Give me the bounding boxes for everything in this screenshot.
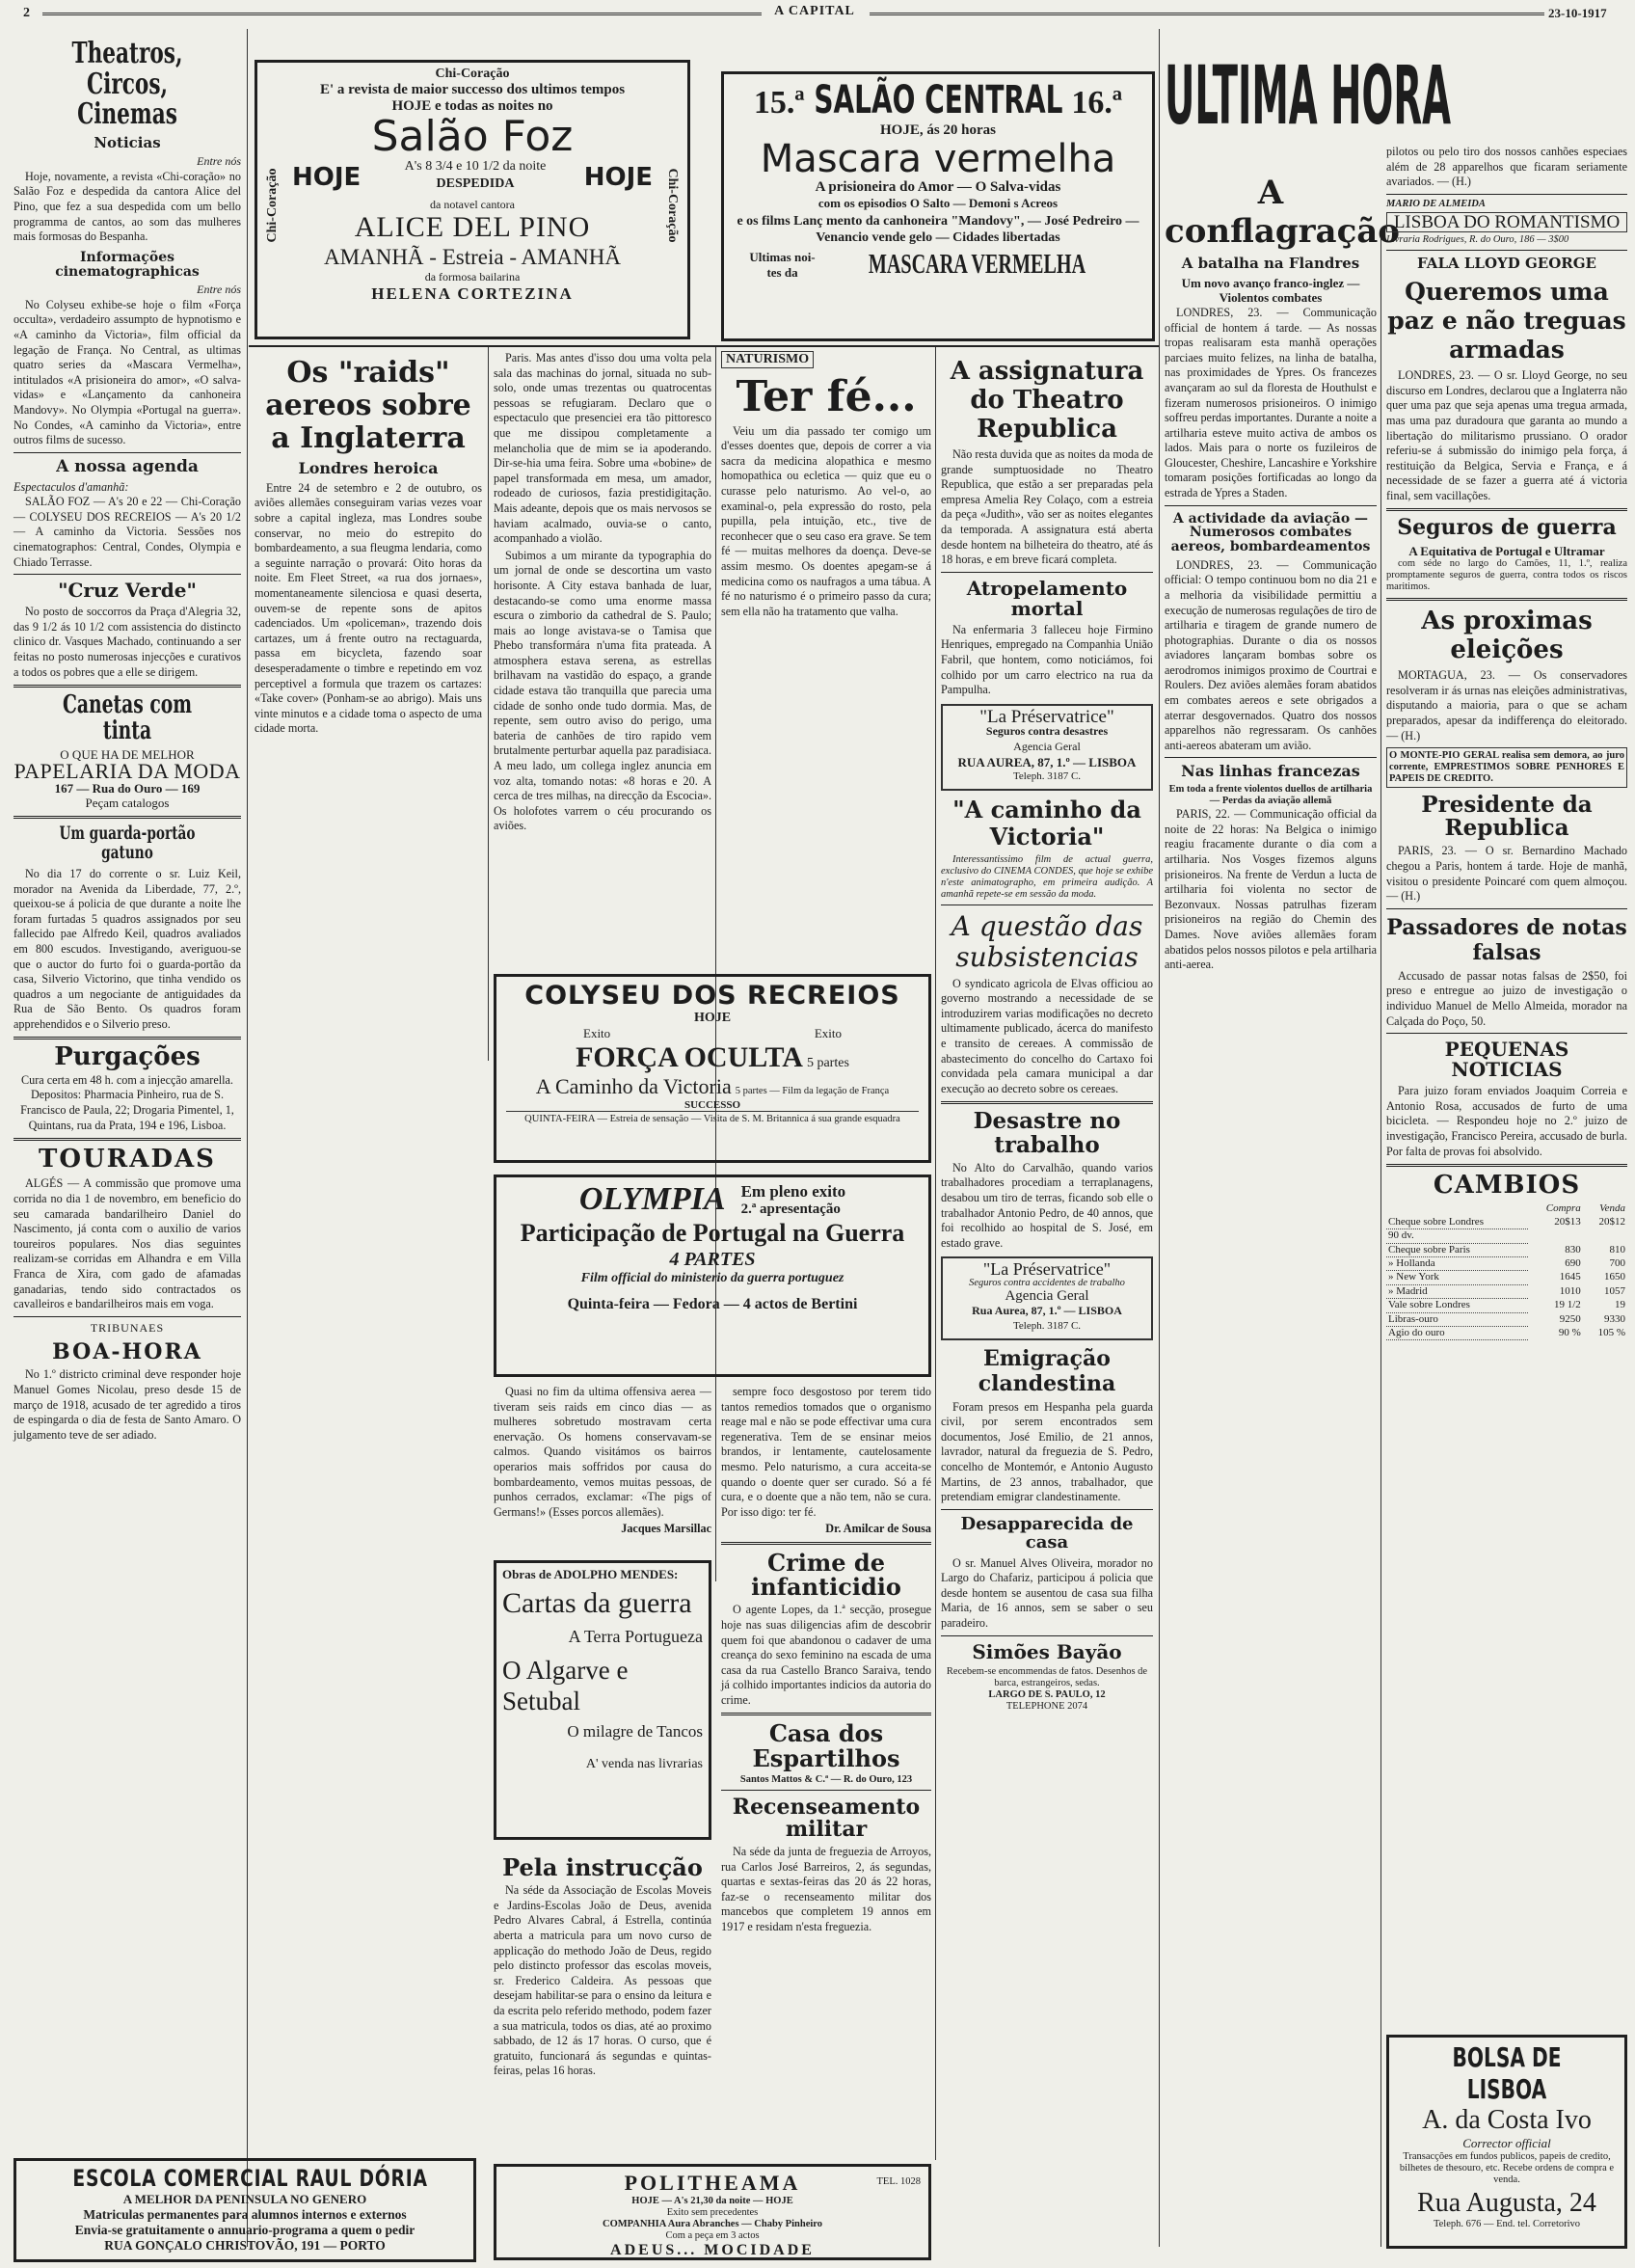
book-title: O milagre de Tancos xyxy=(567,1722,703,1741)
seguros-body: com séde no largo do Camões, 11, 1.º, realiza promptamente seguros de guerra, contra todos os riscos maritimos. xyxy=(1386,558,1627,593)
table-cell: 1645 xyxy=(1559,1271,1581,1283)
table-cell: » Hollanda xyxy=(1386,1257,1528,1271)
author-label: MARIO DE ALMEIDA xyxy=(1386,198,1486,209)
table-row xyxy=(1386,1271,1627,1284)
table-header xyxy=(1386,1202,1627,1215)
ad-label: Obras de ADOLPHO MENDES: xyxy=(502,1567,679,1581)
header-rule-left xyxy=(42,13,762,15)
table-row xyxy=(1386,1299,1627,1312)
terfe-body: Veiu um dia passado ter comigo um d'esses doentes que, depois de correr a via sacra da medicina alopathica e mesmo homopathica ou ecletica — quiz que eu o curasse pelo naturismo. Ao vel-o, ao examinal-o, pela expressão do rosto, pela pupilla, pela intuição, etc., tive de reconhecer que o seu caso era grave. Se tem fé — muitas melhores da doença. Deve-se assim mesmo. Os doentes apegam-se á medicina como os naufragos a uma tábua. A fé no naturismo é o primeiro passo da cura; sem ella não ha tratamento que valha. xyxy=(721,423,931,618)
table-row xyxy=(1386,1257,1627,1271)
terfe-body-end: sempre foco desgostoso por terem tido tantos remedios tomados que o organismo reage mal e não se pode effectivar uma cura regenerativa. Tem de se ensinar meios brandos, ir lentamente, cautelosamente mesmo. Pelo naturismo, a cura acceita-se quando o doente quer ser curado. Só a fé cura, e o doente que a não tem, não se cura. Por isso digo: ter fé. xyxy=(721,1385,931,1519)
ad-sub: A MELHOR DA PENINSULA NO GENERO xyxy=(122,2192,367,2206)
amanha-line: AMANHÃ - Estreia - AMANHÃ xyxy=(324,245,621,269)
episode-number: 16.ª xyxy=(1071,85,1123,121)
ad-hoje: HOJE xyxy=(693,1011,732,1025)
column-rule xyxy=(247,29,248,2247)
author-signature: Dr. Amilcar de Sousa xyxy=(825,1522,931,1536)
paz-body: LONDRES, 23. — O sr. Lloyd George, no seu discurso em Londres, declarou que a Inglaterra não quer uma paz que seja apenas uma tregua armada, mas uma paz duradoura que garanta ao mundo a libertação do militarismo prussiano. O orador referiu-se á submissão do inimigo pela força, á restituição da Belgica, Servia e França, e á necessidade de se fazer a guerra até á victoria final, sem vacillações. xyxy=(1386,368,1627,502)
ad-episodes: A prisioneira do Amor — O Salva-vidas xyxy=(815,179,1061,195)
masthead: A CAPITAL xyxy=(774,4,855,18)
successo-label: SUCCESSO xyxy=(683,1099,741,1111)
page-number: 2 xyxy=(23,6,30,20)
ad-line: Matriculas permanentes para alumnos internos e externos xyxy=(83,2207,407,2222)
singer-name: ALICE DEL PINO xyxy=(354,211,591,243)
touradas-heading: TOURADAS xyxy=(39,1145,216,1174)
fala-heading: FALA LLOYD GEORGE xyxy=(1417,255,1596,273)
presidente-heading: Presidente da Republica xyxy=(1421,792,1593,842)
guarda-heading: Um guarda-portão gatuno xyxy=(59,823,196,863)
raids-body-end: Quasi no fim da ultima offensiva aerea — tiveram seis raids em cinco dias — as mulheres sobretudo mostravam certa enervação. Os homens conservavam-se calmos. Quando visitámos os bairros operarios mais soffridos por causa do bombardeamento, vemos muitas pessoas, de punhos cerrados, exclamar: «The pigs of Germans!» (Esses porcos allemães). xyxy=(494,1385,711,1519)
column-3 xyxy=(721,351,931,968)
table-cell: 19 xyxy=(1615,1299,1625,1311)
table-cell: 20$12 xyxy=(1598,1216,1625,1228)
ad-salao-central xyxy=(721,71,1155,341)
aviacao-heading: A actividade da aviação — Numerosos combates aereos, bombardeamentos xyxy=(1170,510,1371,555)
ad-line: Com a peça em 3 actos xyxy=(665,2230,760,2241)
ad-colyseu xyxy=(494,974,931,1163)
ad-title: COLYSEU DOS RECREIOS xyxy=(524,981,900,1011)
table-cell: Libras-ouro xyxy=(1386,1312,1528,1326)
atropelamento-body: Na enfermaria 3 falleceu hoje Firmino Henriques, empregado na Companhia União Fabril, que hontem, como noticiámos, foi colhido por um carro electrico na rua da Pampulha. xyxy=(941,622,1153,697)
table-row xyxy=(1386,1327,1627,1340)
info-body: No Colyseu exhibe-se hoje o film «Força occulta», verdadeiro assumpto de hypnotismo e «A caminho da Victoria», film official da legação de França. No Central, as ultimas quatro series da «Mascara Vermelha», intitulados «A prisioneira do amor», «O salva-vidas» e «Lançamento da canhoneira Mandovy». No Olympia «Portugal na guerra». No Condes, «A caminho da Victoria», entre outros films de sucesso. xyxy=(13,297,241,447)
raids-heading: Os "raids" aereos sobre a Inglaterra xyxy=(265,356,471,455)
column-2-lower xyxy=(494,1385,711,1554)
table-row xyxy=(1386,1284,1627,1298)
simoes-heading: Simões Bayão xyxy=(972,1639,1122,1663)
assignatura-body: Não resta duvida que as noites da moda de grande sumptuosidade no Theatro Republica, que estão a ser preparadas pela empresa Amelia Rey Colaço, com a estreia da peça «Judith», vão ser as noites elegantes da temporada. A assignatura está aberta desde hontem na bilheteira do theatro, até ás 18 horas, e em breve ficará completa. xyxy=(941,447,1153,567)
column-2 xyxy=(255,351,482,1055)
book-title: A Terra Portugueza xyxy=(568,1627,703,1646)
cruz-body: No posto de soccorros da Praça d'Alegria 32, das 9 1/2 ás 10 1/2 com assistencia do distincto clinico dr. Vasques Machado, continuando a ser feitas no posto numerosas injecções e curativos a todos os pobres que a elle se dirigem. xyxy=(13,605,241,679)
ad-small: da notavel cantora xyxy=(430,198,515,211)
caminho-body: Interessantissimo film de actual guerra, exclusivo do CINEMA CONDES, que hoje se exhibe n'este animatographo, em primeira audição. A amanhã repete-se em sessão da moda. xyxy=(941,853,1153,900)
column-6 xyxy=(1386,145,1627,2247)
instrucao-section xyxy=(494,1850,711,2158)
table-cell: 810 xyxy=(1609,1243,1625,1256)
header-rule-right xyxy=(870,13,1544,15)
table-cell: Cheque sobre Paris xyxy=(1386,1243,1528,1256)
papelaria-address: 167 — Rua do Ouro — 169 xyxy=(54,780,201,796)
page-date: 23-10-1917 xyxy=(1548,6,1607,20)
preservatrice-ad xyxy=(941,704,1153,791)
questao-body: O syndicato agricola de Elvas officiou ao governo mostrando a necessidade de se introduzirem varias modificações no decreto ultimamente publicado, ácerca do manifesto e transito de cereaes. A commissão de abastecimento do concelho do Cartaxo foi convidada pela camara municipal a dar execução ao decreto sobre os cereaes. xyxy=(941,976,1153,1095)
film-parts: 4 PARTES xyxy=(669,1249,756,1270)
instrucao-body: Na séde da Associação de Escolas Moveis e Jardins-Escolas João de Deus, avenida Pedro Alvares Cabral, á Estrella, continúa aberta a matricula para um novo curso de applicação do methodo João de Deus, regido pelo distincto professor das escolas moveis, sr. Frederico Caldeira. As pessoas que desejam habilitar-se para o ensino da leitura e da escrita pelo referido methodo, podem fazer a sua matricula, todos os dias, até ao proximo sabbado, de 12 ás 17 horas. O curso, que é gratuito, funcionará ás segundas e quintas-feiras, pelas 16 horas. xyxy=(494,1883,711,2078)
desastre-heading: Desastre no trabalho xyxy=(973,1108,1121,1158)
eleicoes-body: MORTAGUA, 23. — Os conservadores resolveram ir ás urnas nas eleições administrativas, disputando a maioria, para o que se acham preparados, apesar da indifferença do eleitorado. — (H.) xyxy=(1386,668,1627,742)
purgacoes-heading: Purgações xyxy=(54,1042,201,1072)
seguros-heading: Seguros de guerra xyxy=(1397,515,1617,541)
info-heading: Informações cinematographicas xyxy=(55,249,200,280)
pequenas-heading: PEQUENAS NOTICIAS xyxy=(1444,1038,1569,1082)
film-parts: 5 partes xyxy=(806,1056,849,1070)
recenseamento-body: Na séde da junta de freguezia de Arroyos, rua Carlos José Barreiros, 2, ás segundas, quartas e sextas-feiras das 20 ás 22 horas, faz-se o recenseamento militar dos mancebos que completem 19 annos em 1917 e residam n'esta freguezia. xyxy=(721,1845,931,1933)
recenseamento-heading: Recenseamento militar xyxy=(732,1794,921,1842)
table-cell: » New York xyxy=(1386,1271,1528,1284)
atropelamento-heading: Atropelamento mortal xyxy=(966,576,1128,620)
raids-body: Entre 24 de setembro e 2 de outubro, os aviões allemães conseguiram varias vezes voar sobre a capital ingleza, mas Londres soube conservar, no meio do estrepito do bombardeamento, a sua fleugma lendaria, como a seguinte narração o provará: Oito horas da noite. Em Fleet Street, «a rua dos jornaes», momentaneamente silenciosa e quasi deserta, ouvem-se de repente sons de apitos cadenciados. Um «policeman», trazendo dois cartazes, um á frente outro na rectaguarda, passa em bicycleta, fazendo soar desesperadamente o timbre e repetindo em voz perceptivel a formula que trazem os cartazes: «Take cover» (Ponham-se ao abrigo). Mais uns vinte minutos e a cidade toma o aspecto de uma cidade morta. xyxy=(255,480,482,736)
show-times: A's 8 3/4 e 10 1/2 da noite xyxy=(404,159,547,174)
terfe-heading: Ter fé... xyxy=(736,371,917,421)
table-cell xyxy=(1583,1229,1627,1243)
ad-address: Rua Aurea, 87, 1.º — LISBOA xyxy=(972,1304,1122,1318)
espartilhos-heading: Casa dos Espartilhos xyxy=(752,1719,900,1772)
infanticidio-body: O agente Lopes, da 1.ª secção, prosegue hoje nas suas diligencias afim de descobrir quem foi que abandonou o cadaver de uma creança do sexo feminino na escada de uma casa da rua Castello Branco Saraiva, tendo já colhido importantes indicios da autoria do crime. xyxy=(721,1603,931,1707)
book-title: Cartas da guerra xyxy=(502,1587,692,1619)
instrucao-heading: Pela instrucção xyxy=(502,1853,703,1881)
film-title: Mascara vermelha xyxy=(760,137,1116,181)
column-rule xyxy=(715,347,716,1581)
caminho-heading: "A caminho da Victoria" xyxy=(952,795,1141,850)
pequenas-body: Para juizo foram enviados Joaquim Correia e Antonio Rosa, accusados de furto de uma bicicleta. — Respondeu hoje no 2.º juizo de investigação, Francisco Pereira, accusado de burla. Por falta de provas foi absolvido. xyxy=(1386,1084,1627,1158)
table-cell: 1010 xyxy=(1559,1284,1581,1297)
ad-top-label: Chi-Coração xyxy=(435,67,510,81)
ad-apresentacao: 2.ª apresentação xyxy=(740,1202,841,1217)
ad-ultimas: Ultimas noi- tes da xyxy=(749,250,816,280)
papelaria-name: PAPELARIA DA MODA xyxy=(13,759,241,784)
seguros-sub: A Equitativa de Portugal e Ultramar xyxy=(1408,543,1605,558)
boahora-heading: BOA-HORA xyxy=(52,1339,202,1365)
ad-play-title: ADEUS... MOCIDADE xyxy=(610,2242,815,2258)
aviacao-body: LONDRES, 23. — Communicação official: O tempo continuou bom no dia 21 e a melhoria da visibilidade permittiu a execução de numerosas regulações de tiro de artilharia e tiragem de grande numero de photographias. Durante o dia os nossos aviadores lançaram bombas sobre os aerodromos inimigos proximo de Courtrai e Roulers. Dez aviões alemães foram abatidos em combates aereos e sete obrigados a aterrar desgovernados. Quatro dos nossos apparelhos não regressaram. Os canhões anti-aereos abateram um avião. xyxy=(1165,557,1377,752)
paz-heading: Queremos uma paz e não treguas armadas xyxy=(1387,278,1626,364)
episode-number: 15.ª xyxy=(753,85,805,121)
ad-extra: e os films Lanç mento da canhoneira "Mandovy", — José Pedreiro — Venancio vende gelo — Cidades libertadas xyxy=(737,214,1139,245)
table-cell: 1057 xyxy=(1604,1284,1625,1297)
ad-title: "La Préservatrice" xyxy=(979,706,1114,727)
column-3-lower xyxy=(721,1385,931,2162)
ad-title: ESCOLA COMERCIAL RAUL DÓRIA xyxy=(72,2165,428,2192)
book-title: O Algarve e Setubal xyxy=(502,1656,629,1715)
ad-escola-comercial xyxy=(13,2158,476,2262)
broker-name: A. da Costa Ivo xyxy=(1422,2105,1592,2135)
table-cell: Vale sobre Londres xyxy=(1386,1299,1528,1312)
infanticidio-heading: Crime de infanticidio xyxy=(751,1548,901,1602)
cruz-heading: "Cruz Verde" xyxy=(58,579,197,603)
ad-side-label: Chi-Coração xyxy=(665,168,680,243)
espartilhos-address: Santos Mattos & C.ª — R. do Ouro, 123 xyxy=(739,1773,913,1785)
broker-phone: Teleph. 676 — End. tel. Corretorivo xyxy=(1433,2219,1581,2229)
column-rule xyxy=(1159,29,1160,2247)
column-rule xyxy=(488,347,489,1061)
simoes-phone: TELEPHONE 2074 xyxy=(1005,1700,1088,1712)
table-row xyxy=(1386,1243,1627,1256)
column-4 xyxy=(941,351,1153,2164)
ad-phone: Teleph. 3187 C. xyxy=(1012,1320,1082,1333)
ad-final-title: MASCARA VERMELHA xyxy=(868,250,1086,280)
film-note: 5 partes — Film da legação de França xyxy=(735,1086,890,1096)
ad-phone: Teleph. 3187 C. xyxy=(1012,770,1082,783)
ad-phone: TEL. 1028 xyxy=(876,2176,921,2187)
purgacoes-body: Cura certa em 48 h. com a injecção amarella. Depositos: Pharmacia Pinheiro, rua de S. Francisco de Paula, 22; Drogaria Pimentel, 1, Quintans, rua da Prata, 194 e 196, Lisboa. xyxy=(20,1072,234,1132)
book-title: LISBOA DO ROMANTISMO xyxy=(1386,212,1627,233)
canetas-heading: Canetas com tinta xyxy=(62,690,193,746)
film-title: A Caminho da Victoria xyxy=(535,1074,732,1098)
linhas-sub: Em toda a frente violentos duellos de artilharia — Perdas da aviação allemã xyxy=(1168,784,1373,807)
simoes-body: Recebem-se encommendas de fatos. Desenhos de barca, estrangeiros, sedas. xyxy=(946,1665,1148,1688)
broker-role: Corrector official xyxy=(1462,2136,1551,2150)
ad-agency: Agencia Geral xyxy=(1005,1287,1089,1304)
raids-body-continued: Subimos a um mirante da typographia do um jornal de onde se descortina um vasto horisonte. A City estava banhada de luar, destacando-se como uma enorme massa escura o zimborio da cathedral de S. Paulo; mais ao longe avistava-se o Tamisa que Phebo transformára n'uma fita prateada. A atmosphera estava serena, as estrellas brilhavam na vastidão do espaço, a grande cidade estava tão tranquilla que parecia uma cidade de sonho onde tudo dormia. Mas, de repente, sem outro aviso do perigo, uma bateria de canhões de tiro rapido vem brutalmente perturbar aquella paz paradisiaca. A meu lado, um collega inglez anuncia em voz alta, tomando notas: «8 horas e 20. A cerca de tres milhas, na direcção da Escocia». Os holofotes varrem o céu procurando os aviões. xyxy=(494,548,711,833)
catalogos-note: Peçam catalogos xyxy=(85,796,170,811)
ad-title: OLYMPIA xyxy=(578,1181,726,1217)
linhas-body: PARIS, 22. — Communicação official da noite de 22 horas: Na Belgica o inimigo reagiu fracamente durante o dia com a artilharia. Nos Vosges fizemos alguns prisioneiros. Na frente de Verdun a lucta de artilharia foi violenta no sector de Bezonvaux. Nossas patrulhas fizeram prisioneiros na região do Chemin des Dames. Nove aviões allemães foram abatidos pelos nossos pilotos e pela artilharia anti-aerea. xyxy=(1165,807,1378,972)
theatre-heading: Theatros, Circos, Cinemas xyxy=(71,37,183,131)
table-cell: 690 xyxy=(1565,1257,1581,1270)
ad-title: "La Préservatrice" xyxy=(982,1259,1112,1280)
table-header-cell xyxy=(1386,1202,1528,1215)
section-label: NATURISMO xyxy=(721,351,814,368)
table-cell: Agio do ouro xyxy=(1386,1327,1528,1340)
canetas-sub: O QUE HA DE MELHOR xyxy=(60,746,195,762)
ad-side-label: Chi-Coração xyxy=(265,168,280,243)
desastre-body: No Alto do Carvalhão, quando varios trabalhadores procediam a terraplanagens, desabou um tiro de terras, ficando sob elle o trabalhador Antonio Pedro, de 40 annos, que foi recolhido ao hospital de S. José, em estado grave. xyxy=(941,1160,1153,1250)
questao-heading: A questão das subsistencias xyxy=(951,909,1143,973)
entre-nos-label: Entre nós xyxy=(197,283,241,297)
ad-sub: Seguros contra accidentes de trabalho xyxy=(969,1277,1125,1288)
table-cell: 9250 xyxy=(1559,1312,1581,1325)
agenda-sub: Espectaculos d'amanhã: xyxy=(13,479,129,494)
touradas-body: ALGÉS — A commissão que promove uma corrida no dia 1 de novembro, em beneficio do seu camarada bandarilheiro Daniel do Nascimento, já conta com o auxilio de varios toureiros populares. Nos dias seguintes realizam-se corridas em Alhandra e em Villa Franca de Xira, com gado de afamadas ganadarias, tendo sido contractados os cavalleiros e bandarilheiros mais em voga. xyxy=(13,1176,241,1311)
desaparecida-heading: Desapparecida de casa xyxy=(960,1513,1134,1552)
conflag-deck: Um novo avanço franco-inglez — Violentos combates xyxy=(1181,275,1360,306)
ad-exito: Em pleno exito xyxy=(740,1182,846,1201)
venue-name: Salão Foz xyxy=(371,112,574,161)
conflag-sub: A batalha na Flandres xyxy=(1181,255,1360,272)
conflag-body: LONDRES, 23. — Communicação official de hontem á tarde. — As nossas tropas realisaram esta manhã operações parciaes muito felizes, na linha de batalha, nas proximidades de Ypres. Os francezes avançaram ao sul da floresta de Houthulst e fizeram numerosos prisioneiros. O inimigo soffreu perdas importantes. Durante a noite a artilharia esteve muito activa de ambos os lados. Mais para o norte os fuzileiros de Gloucester, Cheshire, Lancashire e Yorkshire tomaram posições fortificadas ao longo da estrada de Ypres a Staden. xyxy=(1165,305,1377,500)
broker-address: Rua Augusta, 24 xyxy=(1417,2188,1596,2218)
page-header xyxy=(0,0,1635,29)
assignatura-heading: A assignatura do Theatro Republica xyxy=(950,357,1144,444)
hoje-label: HOJE xyxy=(583,163,653,192)
agenda-heading: A nossa agenda xyxy=(56,456,199,476)
preservatrice-ad xyxy=(941,1256,1153,1339)
column-1 xyxy=(13,39,241,2247)
presidente-body: PARIS, 23. — O sr. Bernardino Machado chegou a Paris, hontem á tarde. Hoje de manhã, visitou o presidente Poincaré com quem almoçou. — (H.) xyxy=(1386,844,1627,904)
passadores-body: Accusado de passar notas falsas de 2$50, foi preso e entregue ao juizo de investigação o individuo Manuel de Mello Almeida, morador na Calçada do Poço, 50. xyxy=(1386,968,1627,1028)
exito-label: Exito xyxy=(583,1026,611,1040)
ultima-hora-banner: ULTIMA HORA xyxy=(1165,48,1451,143)
ad-when: HOJE — A's 21,30 da noite — HOJE xyxy=(631,2196,793,2206)
table-row xyxy=(1386,1229,1627,1243)
column-2b xyxy=(494,351,711,1055)
entre-nos-label: Entre nós xyxy=(197,154,241,169)
guarda-body: No dia 17 do corrente o sr. Luiz Keil, morador na Avenida da Liberdade, 77, 2.º, queixou-se á policia de que durante a noite lhe foram furtadas 5 quadros assignados por seu fallecido pae Alfredo Keil, quadros avaliados em 800 escudos. Investigando, averiguou-se que o auctor do furto foi o guarda-portão da casa, Silverio Victorino, que tinha vendido os quadros a um negociante de antiguidades da Rua de São Bento. Os quadros foram apprehendidos e o Silverio preso. xyxy=(13,866,241,1031)
dancer-name: HELENA CORTEZINA xyxy=(371,284,574,303)
ad-line: E' a revista de maior successo dos ultimos tempos xyxy=(319,82,626,97)
simoes-address: LARGO DE S. PAULO, 12 xyxy=(988,1688,1106,1700)
ad-politheama xyxy=(494,2164,931,2260)
table-cell: 830 xyxy=(1565,1243,1581,1256)
londres-heading: Londres heroica xyxy=(298,459,439,477)
ad-episodes: com os episodios O Salto — Demoni s Acreos xyxy=(818,196,1059,210)
film-note: Film official do ministerio da guerra portuguez xyxy=(580,1271,844,1285)
ad-fedora: Quinta-feira — Fedora — 4 actos de Bertini xyxy=(567,1296,858,1312)
pilotos-text: pilotos ou pelo tiro dos nossos canhões especiaes além de 28 apparelhos que ficaram seriamente avariados. — (H.) xyxy=(1386,145,1627,189)
ad-title: BOLSA DE LISBOA xyxy=(1452,2041,1562,2105)
table-cell: 90 % xyxy=(1558,1327,1581,1339)
section-rule xyxy=(249,345,1159,347)
raids-body-continued: Paris. Mas antes d'isso dou uma volta pela sala das machinas do jornal, situada no sub-solo, onde umas trezentas ou quatrocentas pessoas se refugiaram. Declaro que o espectaculo que presenciei era tão pittoresco que me dissipou completamente a melancholia que de mim se ia apoderando. Dir-se-hia uma feira. Sobre uma «bobine» de papel transformada em mesa, um amador, rodeado de curiosos, fazia prestidigitação. Mais adeante, depois que os mais nervosos se haviam acalmado, ouvia-se o canto, acompanhado a violão. xyxy=(494,351,711,546)
ad-address: RUA AUREA, 87, 1.º — LISBOA xyxy=(957,754,1137,770)
ad-bolsa-lisboa xyxy=(1386,2035,1627,2249)
eleicoes-heading: As proximas eleições xyxy=(1421,607,1593,665)
tribunaes-label: TRIBUNAES xyxy=(90,1320,165,1335)
hoje-label: HOJE xyxy=(292,163,362,192)
passadores-heading: Passadores de notas falsas xyxy=(1386,914,1627,965)
ad-small: da formosa bailarina xyxy=(424,270,521,284)
ad-address: RUA GONÇALO CHRISTOVÃO, 191 — PORTO xyxy=(104,2238,386,2253)
table-header-cell: Venda xyxy=(1599,1202,1625,1215)
table-cell: 20$13 xyxy=(1554,1216,1581,1228)
desaparecida-body: O sr. Manuel Alves Oliveira, morador no Largo do Chafariz, participou á policia que desde hontem se ausentou de casa sua filha Maria, de 16 annos, sem se saber o seu paradeiro. xyxy=(941,1555,1153,1630)
emigracao-body: Foram presos em Hespanha pela guarda civil, por serem encontrados sem documentos, José Emilio, de 21 annos, lavrador, natural da freguezia de S. Pedro, concelho de Montemór, e Antonio Augusto Martins, de 23 annos, trabalhador, que pretendiam emigrar clandestinamente. xyxy=(941,1399,1153,1504)
ad-line: Envia-se gratuitamente o annuario-programa a quem o pedir xyxy=(74,2223,415,2237)
emigracao-heading: Emigração clandestina xyxy=(978,1345,1116,1396)
table-cell: » Madrid xyxy=(1386,1284,1528,1298)
exito-label: Exito xyxy=(814,1026,842,1040)
column-rule xyxy=(935,347,936,2160)
film-title: Participação de Portugal na Guerra xyxy=(520,1219,905,1247)
film-title: FORÇA OCULTA xyxy=(576,1041,803,1073)
conflag-heading: A conflagração xyxy=(1165,174,1400,251)
ad-agency: Agencia Geral xyxy=(1013,739,1081,753)
montepio-notice: O MONTE-PIO GERAL realisa sem demora, ao juro corrente, EMPRESTIMOS SOBRE PENHORES E PAPEIS DE CREDITO. xyxy=(1386,747,1627,788)
ad-when: HOJE, ás 20 horas xyxy=(879,122,996,138)
ad-title: POLITHEAMA xyxy=(624,2171,801,2195)
ad-company: COMPANHIA Aura Abranches — Chaby Pinheiro xyxy=(602,2219,822,2229)
noticias-label: Noticias xyxy=(94,133,161,151)
agenda-body: SALÃO FOZ — A's 20 e 22 — Chi-Coração — COLYSEU DOS RECREIOS — A's 20 1/2 — A caminho da Victoria. Sessões nos cinematographos: Central, Condes, Olympia e Chiado Terrasse. xyxy=(13,495,241,569)
author-signature: Jacques Marsillac xyxy=(621,1522,711,1536)
despedida-label: DESPEDIDA xyxy=(436,176,515,191)
boahora-body: No 1.º districto criminal deve responder hoje Manuel Gomes Nicolau, preso desde 15 de março de 1918, acusado de ter agredido a tiros de espingarda o dia de festa de Santo Amaro. O julgamento teve de ser adiado. xyxy=(13,1367,241,1442)
venue-name: SALÃO CENTRAL xyxy=(813,78,1063,122)
column-rule xyxy=(1380,231,1381,2247)
table-cell: 105 % xyxy=(1597,1327,1625,1339)
table-row xyxy=(1386,1216,1627,1229)
table-cell: 19 1/2 xyxy=(1553,1299,1581,1311)
book-publisher: Livraria Rodrigues, R. do Ouro, 186 — 3$00 xyxy=(1386,234,1569,246)
table-header-cell: Compra xyxy=(1545,1202,1581,1215)
table-cell: Cheque sobre Londres xyxy=(1386,1216,1528,1229)
table-cell: 700 xyxy=(1609,1257,1625,1270)
table-row xyxy=(1386,1312,1627,1326)
cambios-table xyxy=(1386,1202,1627,1340)
table-cell: 9330 xyxy=(1604,1312,1625,1325)
table-cell xyxy=(1528,1229,1583,1243)
ad-line: HOJE e todas as noites no xyxy=(391,98,553,114)
cambios-heading: CAMBIOS xyxy=(1433,1171,1581,1201)
linhas-heading: Nas linhas francezas xyxy=(1181,762,1360,781)
table-cell: 1650 xyxy=(1604,1271,1625,1283)
noticias-body: Hoje, novamente, a revista «Chi-coração» no Salão Foz e despedida da cantora Alice del Pino, que fez a sua despedida com um bello programma de cantos, ao som das mulheres mais formosas do Bespanha. xyxy=(13,169,241,244)
ad-chi-coracao xyxy=(255,60,690,339)
ad-olympia xyxy=(494,1174,931,1377)
ad-adolpho-mendes xyxy=(494,1560,711,1840)
ad-line: Exito sem precedentes xyxy=(666,2207,759,2218)
ad-quinta: QUINTA-FEIRA — Estreia de sensação — Visita de S. M. Britannica á sua grande esquadra xyxy=(506,1111,919,1125)
ad-footer: A' venda nas livrarias xyxy=(585,1757,703,1771)
table-cell: 90 dv. xyxy=(1386,1229,1528,1243)
ad-sub: Seguros contra desastres xyxy=(985,724,1109,739)
broker-desc: Transacções em fundos publicos, papeis de credito, bilhetes de thesouro, etc. Recebe ordens de compra e venda. xyxy=(1399,2151,1615,2185)
